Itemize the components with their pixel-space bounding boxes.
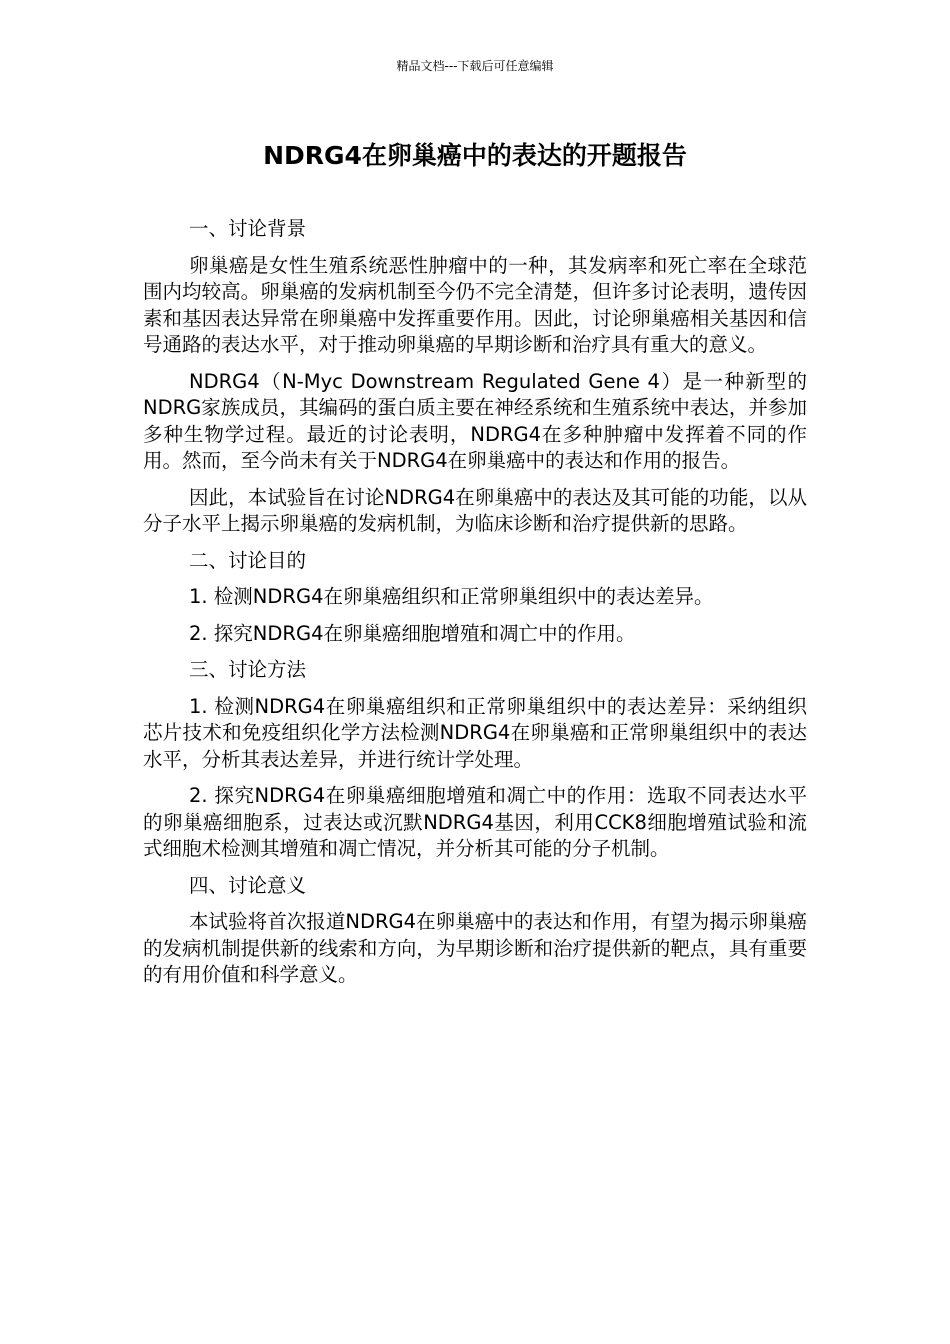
paragraph-significance: 本试验将首次报道NDRG4在卵巢癌中的表达和作用，有望为揭示卵巢癌的发病机制提供新的线索和方向，为早期诊断和治疗提供新的靶点，具有重要的有用价值和科学意义。 (143, 910, 807, 986)
document-title: NDRG4在卵巢癌中的表达的开题报告 (263, 141, 687, 170)
method-item-1: 1. 检测NDRG4在卵巢癌组织和正常卵巢组织中的表达差异：采纳组织芯片技术和免疫组织化学方法检测NDRG4在卵巢癌和正常卵巢组织中的表达水平，分析其表达差异，并进行统计学处理。 (143, 694, 807, 771)
paragraph-background-1: 卵巢癌是女性生殖系统恶性肿瘤中的一种，其发病率和死亡率在全球范围内均较高。卵巢癌的发病机制至今仍不完全清楚，但许多讨论表明，遗传因素和基因表达异常在卵巢癌中发挥重要作用。因此，讨论卵巢癌相关基因和信号通路的表达水平，对于推动卵巢癌的早期诊断和治疗具有重大的意义。 (143, 253, 807, 356)
section-heading-methods: 三、讨论方法 (189, 658, 307, 681)
section-heading-purpose: 二、讨论目的 (189, 548, 307, 572)
method-item-2: 2. 探究NDRG4在卵巢癌细胞增殖和凋亡中的作用：选取不同表达水平的卵巢癌细胞系，过表达或沉默NDRG4基因，利用CCK8细胞增殖试验和流式细胞术检测其增殖和凋亡情况，并分析其可能的分子机制。 (143, 784, 807, 860)
paragraph-background-2: NDRG4（N-Myc Downstream Regulated Gene 4）是一种新型的NDRG家族成员，其编码的蛋白质主要在神经系统和生殖系统中表达，并参加多种生物学过程。最近的讨论表明，NDRG4在多种肿瘤中发挥着不同的作用。然而，至今尚未有关于NDRG4在卵巢癌中的表达和作用的报告。 (143, 369, 807, 472)
document-body (143, 216, 807, 999)
header-note: 精品文档---下载后可任意编辑 (396, 59, 554, 73)
purpose-item-1: 1. 检测NDRG4在卵巢癌组织和正常卵巢组织中的表达差异。 (189, 585, 714, 608)
purpose-item-2: 2. 探究NDRG4在卵巢癌细胞增殖和凋亡中的作用。 (189, 621, 636, 645)
section-heading-significance: 四、讨论意义 (189, 873, 307, 897)
section-heading-background: 一、讨论背景 (189, 217, 307, 240)
paragraph-background-3: 因此，本试验旨在讨论NDRG4在卵巢癌中的表达及其可能的功能，以从分子水平上揭示卵巢癌的发病机制，为临床诊断和治疗提供新的思路。 (143, 485, 807, 535)
